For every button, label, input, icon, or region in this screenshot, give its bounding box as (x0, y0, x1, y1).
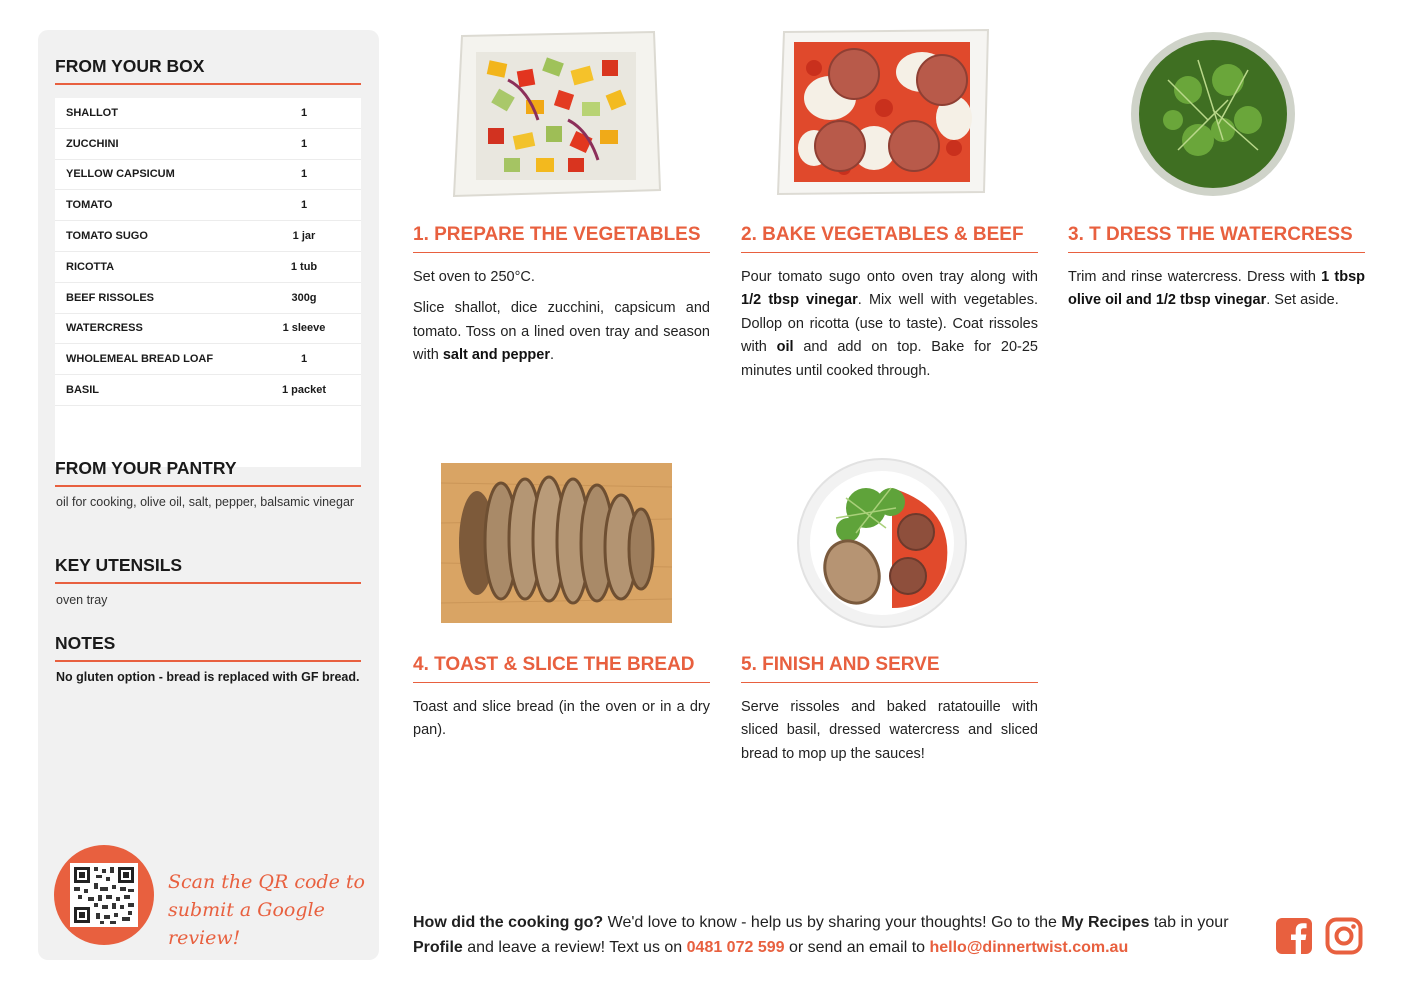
contact-link[interactable]: 0481 072 599 (686, 939, 785, 956)
qr-caption-line1: Scan the QR code to (168, 871, 365, 893)
text-segment: 1/2 tbsp vinegar (741, 292, 858, 309)
table-row (55, 190, 361, 221)
ingredient-qty: 1 packet (281, 384, 327, 397)
step-3-title: 3. T DRESS THE WATERCRESS (1068, 224, 1365, 253)
text-segment: and add on top. Bake for 20-25 minutes until cooked through. (741, 339, 1038, 379)
text-segment: Serve rissoles and baked ratatouille with sliced basil, dressed watercress and sliced bread to mop up the sauces! (741, 699, 1038, 762)
instagram-icon[interactable] (1325, 917, 1363, 955)
ingredient-qty: 1 sleeve (282, 322, 326, 335)
pantry-text: oil for cooking, olive oil, salt, pepper, balsamic vinegar (56, 495, 355, 509)
step-2-body (741, 266, 1038, 391)
ingredient-name: WHOLEMEAL BREAD LOAF (66, 353, 214, 366)
ingredients-table (55, 98, 361, 437)
ingredient-name: TOMATO (66, 199, 113, 212)
table-row (55, 375, 361, 406)
text-segment: . Mix well with vegetables. Dollop on ricotta (use to taste). Coat rissoles with (741, 292, 1039, 356)
step-4-title: 4. TOAST & SLICE THE BREAD (413, 654, 710, 683)
ingredient-qty: 1 jar (292, 230, 316, 243)
text-segment: salt and pepper (442, 347, 550, 364)
text-segment: Slice shallot, dice zucchini, capsicum and tomato. Toss on a lined oven tray and season with (413, 300, 710, 364)
table-row (55, 160, 361, 191)
facebook-icon[interactable] (1275, 917, 1313, 955)
ingredient-qty: 1 (300, 106, 308, 119)
notes-heading: NOTES (55, 633, 361, 662)
ingredient-qty: 1 (300, 168, 308, 181)
from-box-heading: FROM YOUR BOX (55, 56, 361, 85)
text-segment: Profile (413, 939, 463, 956)
step-paragraph (413, 266, 710, 289)
text-segment: My Recipes (1061, 914, 1150, 931)
text-segment: Pour tomato sugo onto oven tray along with (741, 269, 1038, 285)
ingredient-qty: 1 (300, 137, 308, 150)
step-5-title: 5. FINISH AND SERVE (741, 654, 1038, 683)
review-footer (413, 910, 1263, 960)
qr-caption-line2: submit a Google review! (168, 899, 325, 949)
ingredient-qty: 1 (300, 199, 308, 212)
table-row (55, 344, 361, 375)
ingredient-qty: 1 (300, 353, 308, 366)
ingredient-name: BEEF RISSOLES (66, 291, 155, 304)
step-1-title: 1. PREPARE THE VEGETABLES (413, 224, 710, 253)
text-segment: tab in your (1149, 914, 1229, 931)
bake-tray-photo (774, 28, 992, 198)
utensils-heading: KEY UTENSILS (55, 555, 361, 584)
step-paragraph (741, 696, 1038, 766)
ingredients-sidebar (38, 30, 379, 960)
served-bowl-photo (796, 458, 968, 628)
ingredient-name: TOMATO SUGO (66, 230, 148, 243)
text-segment: How did the cooking go? (413, 914, 604, 931)
bread-board-photo (441, 463, 672, 623)
text-segment: oil (776, 339, 794, 356)
ingredient-name: ZUCCHINI (66, 137, 119, 150)
ingredient-name: RICOTTA (66, 260, 115, 273)
text-segment: Set oven to 250°C. (413, 269, 535, 285)
vegetables-tray-photo (448, 30, 662, 200)
ingredient-qty: 300g (291, 291, 317, 304)
table-row (55, 252, 361, 283)
step-3-body (1068, 266, 1365, 321)
text-segment: We'd love to know - help us by sharing your thoughts! Go to the (603, 914, 1062, 931)
ingredient-name: BASIL (66, 384, 99, 397)
table-row (55, 129, 361, 160)
watercress-bowl-photo (1128, 30, 1298, 198)
text-segment: and leave a review! Text us on (462, 939, 687, 956)
contact-link[interactable]: hello@dinnertwist.com.au (929, 939, 1129, 956)
table-row (55, 98, 361, 129)
ingredient-qty: 1 tub (290, 260, 318, 273)
text-segment: Toast and slice bread (in the oven or in a dry pan). (413, 699, 710, 739)
text-segment: 1 tbsp olive oil and 1/2 tbsp vinegar (1068, 269, 1365, 309)
step-paragraph (1068, 266, 1365, 313)
qr-badge[interactable] (54, 845, 154, 945)
table-row (55, 221, 361, 252)
text-segment: . (550, 347, 555, 364)
step-5-body (741, 696, 1038, 774)
table-row (55, 283, 361, 314)
ingredient-name: YELLOW CAPSICUM (66, 168, 175, 181)
notes-text: No gluten option - bread is replaced with GF bread. (56, 670, 360, 684)
step-paragraph (741, 266, 1038, 383)
text-segment: or send an email to (784, 939, 930, 956)
step-2-title: 2. BAKE VEGETABLES & BEEF (741, 224, 1038, 253)
text-segment: Trim and rinse watercress. Dress with (1068, 269, 1322, 285)
qr-code-icon[interactable] (70, 863, 138, 927)
qr-caption (168, 868, 368, 952)
ingredient-name: SHALLOT (66, 106, 118, 119)
ingredient-name: WATERCRESS (66, 322, 143, 335)
step-1-body (413, 266, 710, 376)
text-segment: . Set aside. (1266, 292, 1339, 309)
step-paragraph (413, 297, 710, 367)
step-4-body (413, 696, 710, 751)
table-row (55, 314, 361, 345)
step-paragraph (413, 696, 710, 743)
pantry-heading: FROM YOUR PANTRY (55, 458, 361, 487)
utensils-text: oven tray (56, 593, 108, 607)
